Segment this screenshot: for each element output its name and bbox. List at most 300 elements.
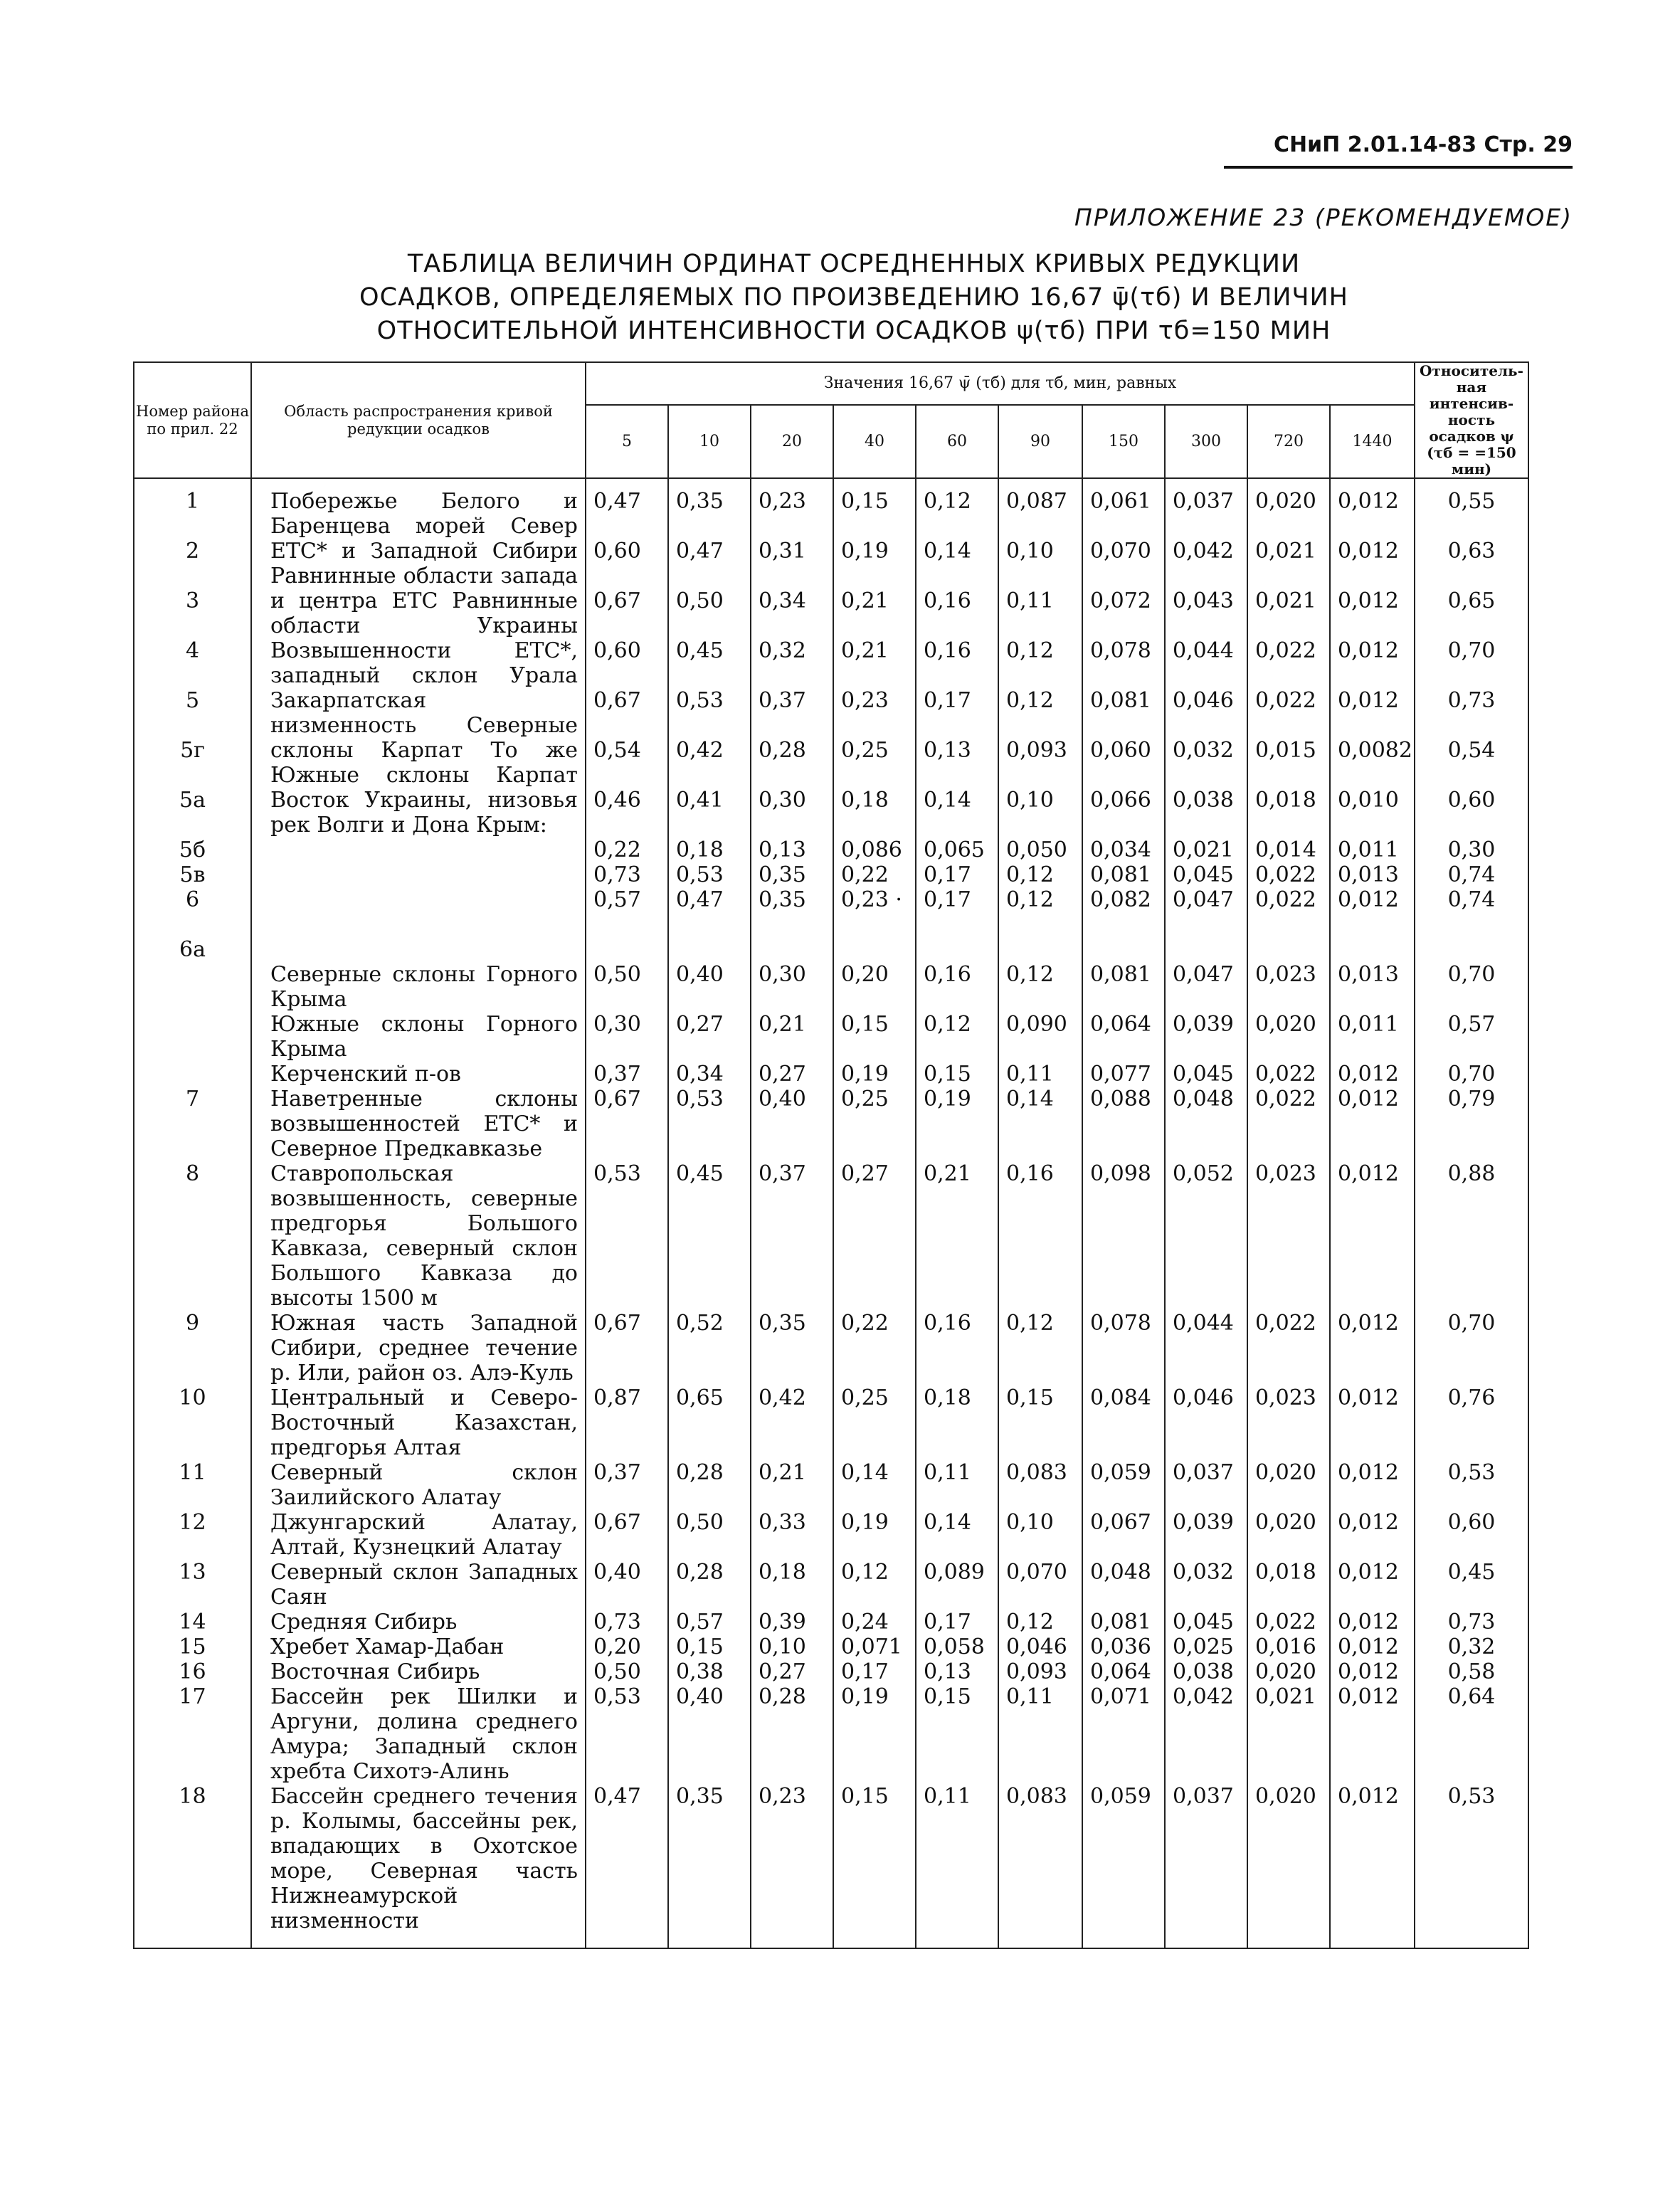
- value-cell: [1082, 1560, 1165, 1610]
- district-number-line: 5б: [179, 838, 206, 862]
- value-line: 0,25: [841, 1087, 889, 1112]
- value-cell: [833, 1161, 916, 1311]
- table-row: [134, 1635, 1528, 1659]
- relative-intensity-cell: [1415, 1460, 1528, 1510]
- relative-intensity-line: 0,64: [1447, 1684, 1496, 1709]
- district-number-line: [137, 613, 248, 638]
- area-cell: [251, 1385, 586, 1460]
- table-row: [134, 1012, 1528, 1062]
- value-cell: [751, 1610, 833, 1635]
- value-cell: [751, 1684, 833, 1784]
- value-line: 0,34: [759, 588, 806, 613]
- value-line: [1173, 514, 1245, 539]
- relative-intensity-line: 0,60: [1447, 788, 1496, 813]
- value-line: 0,23: [759, 1784, 806, 1809]
- appendix-label: ПРИЛОЖЕНИЕ 23 (РЕКОМЕНДУЕМОЕ): [1074, 204, 1573, 231]
- district-number: [134, 1385, 251, 1460]
- value-line: 0,071: [841, 1635, 902, 1659]
- district-number-line: 3: [185, 588, 200, 613]
- value-cell: [833, 1385, 916, 1460]
- value-line: [676, 514, 749, 539]
- value-line: 0,018: [1255, 788, 1316, 813]
- relative-intensity-line: 0,65: [1447, 588, 1496, 613]
- area-text: Хребет Хамар-Дабан: [270, 1635, 504, 1659]
- value-line: 0,13: [924, 1659, 971, 1684]
- value-cell: [998, 1062, 1082, 1087]
- value-line: 0,077: [1090, 1062, 1151, 1087]
- value-line: 0,047: [1173, 962, 1234, 987]
- value-line: 0,012: [1338, 1460, 1399, 1485]
- value-line: 0,27: [841, 1161, 889, 1186]
- value-cell: [586, 1784, 668, 1948]
- table-row: [134, 1062, 1528, 1087]
- value-cell: [586, 478, 668, 962]
- relative-intensity-line: [1415, 763, 1528, 788]
- district-number-line: 5г: [180, 738, 205, 763]
- value-cell: [668, 1684, 751, 1784]
- value-line: 0,37: [593, 1062, 641, 1087]
- value-line: 0,011: [1338, 1012, 1399, 1037]
- value-line: [841, 514, 914, 539]
- value-line: 0,048: [1173, 1087, 1234, 1112]
- value-cell: [1082, 962, 1165, 1012]
- value-cell: [916, 1087, 998, 1161]
- value-line: 0,023: [1255, 1385, 1316, 1410]
- value-cell: [751, 1560, 833, 1610]
- relative-intensity-line: 0,70: [1447, 1311, 1496, 1336]
- value-line: 0,020: [1255, 489, 1316, 514]
- value-line: 0,012: [1338, 688, 1399, 713]
- district-number-line: 2: [185, 539, 200, 564]
- value-line: 0,022: [1255, 1087, 1316, 1112]
- value-cell: [1165, 1684, 1247, 1784]
- value-cell: [668, 1635, 751, 1659]
- value-cell: [1082, 1161, 1165, 1311]
- table-row: [134, 1784, 1528, 1948]
- value-line: 0,044: [1173, 1311, 1234, 1336]
- col-header-area: Область распространения кривой редукции осадков: [251, 362, 586, 478]
- value-line: 0,12: [924, 1012, 971, 1037]
- value-line: 0,089: [924, 1560, 985, 1585]
- value-line: [759, 564, 831, 588]
- value-line: 0,23: [841, 688, 889, 713]
- value-line: [1006, 813, 1080, 838]
- value-line: [759, 763, 831, 788]
- value-line: [924, 663, 996, 688]
- value-line: 0,064: [1090, 1659, 1151, 1684]
- value-line: [841, 713, 914, 738]
- value-line: 0,046: [1173, 1385, 1234, 1410]
- value-cell: [1082, 1087, 1165, 1161]
- value-cell: [1165, 1659, 1247, 1684]
- value-line: 0,50: [676, 588, 724, 613]
- value-line: 0,53: [593, 1684, 641, 1709]
- value-line: [676, 663, 749, 688]
- value-cell: [833, 1460, 916, 1510]
- value-cell: [1082, 1659, 1165, 1684]
- value-line: [1006, 663, 1080, 688]
- value-line: 0,12: [1006, 1311, 1054, 1336]
- value-line: 0,60: [593, 539, 641, 564]
- value-line: 0,28: [676, 1460, 724, 1485]
- value-line: 0,18: [759, 1560, 806, 1585]
- value-line: 0,10: [1006, 1510, 1054, 1535]
- col-header-duration: 720: [1247, 405, 1330, 478]
- value-line: [676, 613, 749, 638]
- value-line: 0,020: [1255, 1510, 1316, 1535]
- value-cell: [668, 1311, 751, 1385]
- value-line: [1006, 613, 1080, 638]
- value-line: 0,40: [676, 962, 724, 987]
- value-cell: [1082, 478, 1165, 962]
- district-number-line: [137, 763, 248, 788]
- value-line: 0,47: [676, 887, 724, 912]
- value-line: [924, 713, 996, 738]
- value-cell: [1247, 1012, 1330, 1062]
- value-cell: [586, 1062, 668, 1087]
- value-cell: [998, 1311, 1082, 1385]
- value-cell: [833, 1012, 916, 1062]
- value-line: 0,40: [676, 1684, 724, 1709]
- value-line: 0,012: [1338, 1062, 1399, 1087]
- value-line: [841, 564, 914, 588]
- relative-intensity-cell: [1415, 1087, 1528, 1161]
- value-cell: [1165, 1510, 1247, 1560]
- value-cell: [1165, 1610, 1247, 1635]
- value-line: 0,35: [676, 489, 724, 514]
- value-line: [1006, 514, 1080, 539]
- value-line: 0,37: [759, 688, 806, 713]
- district-number-line: 5: [185, 688, 200, 713]
- value-line: 0,12: [841, 1560, 889, 1585]
- district-number-line: 6а: [179, 937, 206, 962]
- value-cell: [1330, 1385, 1415, 1460]
- value-line: [1173, 613, 1245, 638]
- value-line: 0,045: [1173, 862, 1234, 887]
- value-line: 0,093: [1006, 1659, 1067, 1684]
- area-cell: [251, 1635, 586, 1659]
- value-cell: [833, 1610, 916, 1635]
- value-line: [924, 613, 996, 638]
- value-line: [1255, 763, 1328, 788]
- relative-intensity-line: 0,74: [1447, 887, 1496, 912]
- value-line: 0,25: [841, 1385, 889, 1410]
- value-line: 0,090: [1006, 1012, 1067, 1037]
- value-cell: [1082, 1784, 1165, 1948]
- district-number: [134, 1684, 251, 1784]
- value-line: 0,21: [759, 1460, 806, 1485]
- table-row: [134, 1311, 1528, 1385]
- col-header-number: Номер района по прил. 22: [134, 362, 251, 478]
- value-line: 0,27: [759, 1062, 806, 1087]
- value-cell: [1247, 1635, 1330, 1659]
- value-line: 0,052: [1173, 1161, 1234, 1186]
- value-cell: [1082, 1635, 1165, 1659]
- value-line: 0,17: [924, 862, 971, 887]
- district-number: [134, 478, 251, 962]
- value-line: 0,23: [759, 489, 806, 514]
- title-line: ТАБЛИЦА ВЕЛИЧИН ОРДИНАТ ОСРЕДНЕННЫХ КРИВЫХ РЕДУКЦИИ: [407, 250, 1301, 278]
- relative-intensity-line: 0,53: [1447, 1460, 1496, 1485]
- value-cell: [1165, 962, 1247, 1012]
- district-number-line: [137, 663, 248, 688]
- value-cell: [1165, 1087, 1247, 1161]
- value-line: [1090, 663, 1163, 688]
- value-line: 0,28: [759, 738, 806, 763]
- relative-intensity-line: 0,57: [1447, 1012, 1496, 1037]
- district-number-line: 16: [179, 1659, 206, 1684]
- district-number: [134, 962, 251, 1012]
- value-line: 0,012: [1338, 1635, 1399, 1659]
- value-line: [759, 613, 831, 638]
- value-cell: [1330, 1560, 1415, 1610]
- value-line: 0,014: [1255, 838, 1316, 862]
- page-header: СНиП 2.01.14-83 Стр. 29: [1224, 132, 1573, 169]
- value-line: [759, 663, 831, 688]
- value-line: 0,020: [1255, 1659, 1316, 1684]
- value-line: 0,10: [1006, 788, 1054, 813]
- value-line: [1255, 813, 1328, 838]
- value-line: 0,42: [676, 738, 724, 763]
- value-cell: [668, 1560, 751, 1610]
- district-number-line: [137, 713, 248, 738]
- relative-intensity-line: 0,53: [1447, 1784, 1496, 1809]
- value-line: [676, 813, 749, 838]
- table-row: [134, 1560, 1528, 1610]
- area-cell: [251, 478, 586, 962]
- value-line: 0,022: [1255, 1062, 1316, 1087]
- table-title: [270, 248, 1437, 348]
- value-line: [593, 613, 666, 638]
- value-cell: [1330, 1784, 1415, 1948]
- value-line: 0,022: [1255, 638, 1316, 663]
- value-line: 0,10: [1006, 539, 1054, 564]
- value-line: [593, 663, 666, 688]
- table-row: [134, 962, 1528, 1012]
- value-cell: [1082, 1460, 1165, 1510]
- value-line: [593, 763, 666, 788]
- value-line: 0,19: [841, 1510, 889, 1535]
- value-cell: [668, 1385, 751, 1460]
- value-line: 0,086: [841, 838, 902, 862]
- value-cell: [1165, 1635, 1247, 1659]
- value-cell: [1165, 1012, 1247, 1062]
- value-line: 0,039: [1173, 1510, 1234, 1535]
- value-line: 0,098: [1090, 1161, 1151, 1186]
- value-cell: [586, 1510, 668, 1560]
- value-cell: [586, 1610, 668, 1635]
- value-line: 0,0082: [1338, 738, 1412, 763]
- value-cell: [916, 1635, 998, 1659]
- value-cell: [916, 962, 998, 1012]
- value-cell: [1330, 1510, 1415, 1560]
- value-cell: [1330, 1062, 1415, 1087]
- value-cell: [998, 962, 1082, 1012]
- value-cell: [916, 1659, 998, 1684]
- value-line: 0,12: [1006, 862, 1054, 887]
- area-text: Джунгарский Алатау, Алтай, Кузнецкий Алатау: [270, 1510, 578, 1560]
- value-line: 0,012: [1338, 588, 1399, 613]
- value-cell: [916, 1460, 998, 1510]
- relative-intensity-line: 0,63: [1447, 539, 1496, 564]
- value-cell: [998, 1560, 1082, 1610]
- value-line: 0,021: [1255, 539, 1316, 564]
- district-number-line: [137, 514, 248, 539]
- value-line: [1255, 514, 1328, 539]
- area-cell: [251, 1560, 586, 1610]
- relative-intensity-cell: [1415, 1560, 1528, 1610]
- table-row: [134, 1087, 1528, 1161]
- value-cell: [751, 962, 833, 1012]
- relative-intensity-line: [1415, 514, 1528, 539]
- relative-intensity-line: 0,73: [1447, 688, 1496, 713]
- value-line: 0,50: [593, 962, 641, 987]
- value-line: 0,52: [676, 1311, 724, 1336]
- value-line: [676, 713, 749, 738]
- col-header-duration: 300: [1165, 405, 1247, 478]
- value-line: 0,47: [593, 489, 641, 514]
- value-line: [1090, 564, 1163, 588]
- value-line: 0,57: [593, 887, 641, 912]
- value-line: 0,093: [1006, 738, 1067, 763]
- value-line: 0,022: [1255, 1610, 1316, 1635]
- area-text: Бассейн среднего течения р. Колымы, бассейны рек, впадающих в Охотское море, Северная часть Нижнеамурской низменности: [270, 1784, 578, 1933]
- value-cell: [916, 1784, 998, 1948]
- value-line: 0,35: [759, 862, 806, 887]
- district-number-line: 5а: [179, 788, 206, 813]
- value-line: 0,12: [1006, 638, 1054, 663]
- col-header-duration: 60: [916, 405, 998, 478]
- value-line: [1173, 564, 1245, 588]
- value-line: [1173, 713, 1245, 738]
- value-cell: [1247, 1311, 1330, 1385]
- area-cell: [251, 1087, 586, 1161]
- value-cell: [668, 1784, 751, 1948]
- relative-intensity-line: [1415, 813, 1528, 838]
- value-line: 0,15: [841, 489, 889, 514]
- district-number: [134, 1062, 251, 1087]
- col-header-values-group: Значения 16,67 ψ̄ (τб) для τб, мин, равных: [586, 362, 1415, 405]
- table-row: [134, 1161, 1528, 1311]
- area-text: Средняя Сибирь: [270, 1610, 458, 1635]
- value-line: 0,078: [1090, 638, 1151, 663]
- district-number: [134, 1311, 251, 1385]
- value-cell: [1165, 1385, 1247, 1460]
- value-cell: [1330, 1012, 1415, 1062]
- value-line: 0,012: [1338, 1510, 1399, 1535]
- value-line: 0,22: [841, 1311, 889, 1336]
- value-line: 0,010: [1338, 788, 1399, 813]
- value-line: 0,046: [1006, 1635, 1067, 1659]
- value-line: 0,016: [1255, 1635, 1316, 1659]
- value-line: 0,67: [593, 688, 641, 713]
- value-line: 0,18: [841, 788, 889, 813]
- value-line: [1090, 813, 1163, 838]
- value-line: 0,57: [676, 1610, 724, 1635]
- district-number-line: 7: [185, 1087, 200, 1112]
- value-line: 0,060: [1090, 738, 1151, 763]
- value-line: 0,17: [924, 688, 971, 713]
- value-line: 0,088: [1090, 1087, 1151, 1112]
- area-text: Южные склоны Горного Крыма: [270, 1012, 578, 1062]
- value-line: [1338, 613, 1412, 638]
- table-row: [134, 478, 1528, 962]
- value-line: 0,070: [1006, 1560, 1067, 1585]
- value-cell: [833, 1510, 916, 1560]
- value-line: 0,021: [1255, 588, 1316, 613]
- value-cell: [1330, 478, 1415, 962]
- value-line: 0,071: [1090, 1684, 1151, 1709]
- value-line: [1255, 613, 1328, 638]
- value-cell: [998, 1610, 1082, 1635]
- value-line: [924, 514, 996, 539]
- value-cell: [998, 1659, 1082, 1684]
- value-cell: [586, 1385, 668, 1460]
- value-cell: [1082, 1610, 1165, 1635]
- value-cell: [668, 1062, 751, 1087]
- relative-intensity-line: 0,70: [1447, 1062, 1496, 1087]
- value-cell: [833, 1311, 916, 1385]
- value-cell: [751, 1385, 833, 1460]
- value-line: 0,10: [759, 1635, 806, 1659]
- relative-intensity-line: [1415, 613, 1528, 638]
- value-cell: [668, 1460, 751, 1510]
- district-number-line: 14: [179, 1610, 206, 1635]
- value-line: 0,15: [841, 1784, 889, 1809]
- value-line: 0,47: [676, 539, 724, 564]
- value-cell: [998, 1161, 1082, 1311]
- relative-intensity-cell: [1415, 478, 1528, 962]
- value-cell: [1165, 478, 1247, 962]
- value-line: 0,12: [1006, 1610, 1054, 1635]
- col-header-relative: Относитель-ная интенсив-ность осадков ψ (τб = =150 мин): [1415, 362, 1528, 478]
- value-line: [1338, 813, 1412, 838]
- value-line: [1338, 564, 1412, 588]
- district-number-line: 1: [185, 489, 200, 514]
- value-line: 0,061: [1090, 489, 1151, 514]
- value-line: 0,25: [841, 738, 889, 763]
- value-cell: [751, 1510, 833, 1560]
- value-cell: [916, 1385, 998, 1460]
- value-line: 0,45: [676, 1161, 724, 1186]
- value-cell: [1330, 1659, 1415, 1684]
- value-line: 0,50: [593, 1659, 641, 1684]
- value-line: 0,11: [1006, 1684, 1054, 1709]
- value-line: 0,081: [1090, 862, 1151, 887]
- table-row: [134, 1510, 1528, 1560]
- relative-intensity-line: 0,55: [1447, 489, 1496, 514]
- value-cell: [916, 1062, 998, 1087]
- area-text: Ставропольская возвышенность, северные предгорья Большого Кавказа, северный склон Большого Кавказа до высоты 1500 м: [270, 1161, 578, 1311]
- area-text: Керченский п-ов: [270, 1062, 461, 1087]
- value-line: 0,012: [1338, 638, 1399, 663]
- value-cell: [916, 1610, 998, 1635]
- value-line: [841, 663, 914, 688]
- value-line: 0,012: [1338, 1385, 1399, 1410]
- value-line: 0,087: [1006, 489, 1067, 514]
- value-line: 0,38: [676, 1659, 724, 1684]
- relative-intensity-line: [1415, 663, 1528, 688]
- area-text: Северный склон Западных Саян: [270, 1560, 578, 1610]
- value-cell: [916, 1560, 998, 1610]
- relative-intensity-cell: [1415, 1062, 1528, 1087]
- value-cell: [1247, 1087, 1330, 1161]
- value-line: 0,064: [1090, 1012, 1151, 1037]
- value-line: 0,011: [1338, 838, 1399, 862]
- value-line: [1090, 713, 1163, 738]
- value-cell: [998, 1784, 1082, 1948]
- value-cell: [1082, 1012, 1165, 1062]
